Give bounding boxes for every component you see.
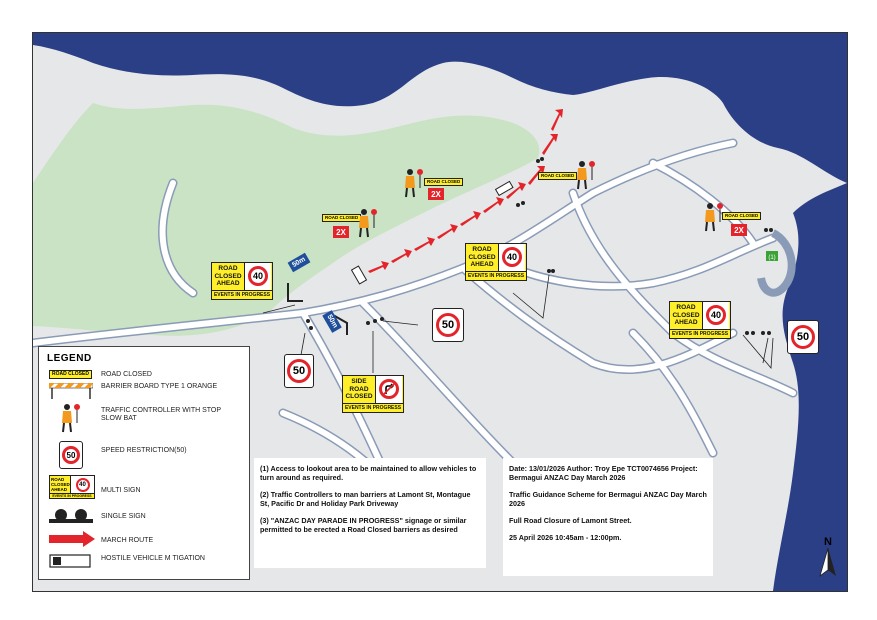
notes-right [503, 458, 713, 576]
multi-sign-text: ROAD CLOSED AHEAD [670, 302, 703, 329]
traffic-controller-icon [700, 202, 724, 232]
speed-circle: 40 [502, 247, 522, 267]
barrier-2x-2: 2X [428, 188, 444, 200]
speed-sign-3 [787, 320, 819, 354]
traffic-controller-icon [572, 160, 596, 190]
events-text: EVENTS IN PROGRESS [671, 330, 729, 337]
hostile-vehicle-icon [49, 553, 93, 569]
legend-label: MARCH ROUTE [101, 537, 154, 544]
legend-label: ROAD CLOSED [101, 371, 152, 378]
multi-sign-center [465, 243, 527, 281]
legend-label: SINGLE SIGN [101, 513, 146, 520]
events-text: EVENTS IN PROGRESS [344, 404, 402, 411]
road-closed-tag-1: ROAD CLOSED [322, 214, 361, 222]
road-closed-tag-2: ROAD CLOSED [424, 178, 463, 186]
info-date-author: Date: 13/01/2026 Author: Troy Epe TCT0074656 Project: Bermagui ANZAC Day March 2026 [509, 464, 698, 482]
speed-circle: 40 [248, 266, 268, 286]
info-scheme: Traffic Guidance Scheme for Bermagui ANZAC Day March 2026 [509, 490, 707, 508]
barrier-2x-3: 2X [731, 224, 747, 236]
north-arrow [818, 536, 838, 582]
legend [38, 346, 250, 580]
speed-sign-1 [432, 308, 464, 342]
legend-label: BARRIER BOARD TYPE 1 ORANGE [101, 383, 218, 390]
north-arrow-icon [818, 548, 838, 578]
barrier-board-icon [49, 383, 93, 399]
legend-label: SPEED RESTRICTION(50) [101, 447, 187, 454]
legend-road-closed-symbol: ROAD CLOSED [49, 370, 92, 379]
road-closed-tag-4: ROAD CLOSED [722, 212, 761, 220]
info-closure: Full Road Closure of Lamont Street. [509, 516, 632, 525]
no-right-turn-icon [379, 379, 399, 399]
legend-title: LEGEND [47, 353, 92, 364]
traffic-controller-icon [57, 403, 81, 433]
speed-circle: 50 [436, 313, 460, 337]
speed-circle: 50 [791, 325, 815, 349]
multi-sign-right [669, 301, 731, 339]
multi-sign-text: ROAD CLOSED AHEAD [51, 477, 70, 492]
legend-label: TRAFFIC CONTROLLER WITH STOP SLOW BAT [101, 407, 221, 422]
side-road-sign [342, 375, 404, 413]
multi-sign-text: ROAD CLOSED AHEAD [212, 263, 245, 290]
events-text: EVENTS IN PROGRESS [213, 291, 271, 298]
events-text: EVENTS IN PROGRESS [50, 493, 94, 498]
multi-sign-left [211, 262, 273, 300]
legend-label: MULTI SIGN [101, 487, 141, 494]
traffic-controller-icon [400, 168, 424, 198]
green-sign-text: (1) [768, 255, 776, 261]
march-route-icon [49, 531, 95, 547]
speed-circle: 50 [62, 446, 80, 464]
multi-sign-text: ROAD CLOSED AHEAD [466, 244, 499, 271]
speed-circle: 50 [287, 359, 311, 383]
speed-circle: 40 [706, 305, 726, 325]
legend-label: HOSTILE VEHICLE M TIGATION [101, 555, 205, 562]
single-sign-icon [49, 509, 93, 523]
notes-left [254, 458, 486, 568]
speed-circle: 40 [76, 478, 90, 492]
distance-label-2: 50m [322, 310, 342, 333]
barrier-2x-1: 2X [333, 226, 349, 238]
traffic-controller-icon [354, 208, 378, 238]
road-closed-tag-3: ROAD CLOSED [538, 172, 577, 180]
side-road-text: SIDE ROAD CLOSED [343, 376, 376, 403]
note-3: (3) "ANZAC DAY PARADE IN PROGRESS" signage or similar permitted to be erected a Road Closed barriers as desired [260, 516, 467, 534]
note-2: (2) Traffic Controllers to man barriers at Lamont St, Montague St, Pacific Dr and Holiday Park Driveway [260, 490, 471, 508]
note-1: (1) Access to lookout area to be maintained to allow vehicles to turn around as required. [260, 464, 477, 482]
info-time: 25 April 2026 10:45am - 12:00pm. [509, 533, 622, 542]
speed-sign-2 [284, 354, 314, 388]
north-label: N [824, 536, 832, 548]
distance-label-1: 50m [288, 253, 311, 273]
events-text: EVENTS IN PROGRESS [467, 272, 525, 279]
